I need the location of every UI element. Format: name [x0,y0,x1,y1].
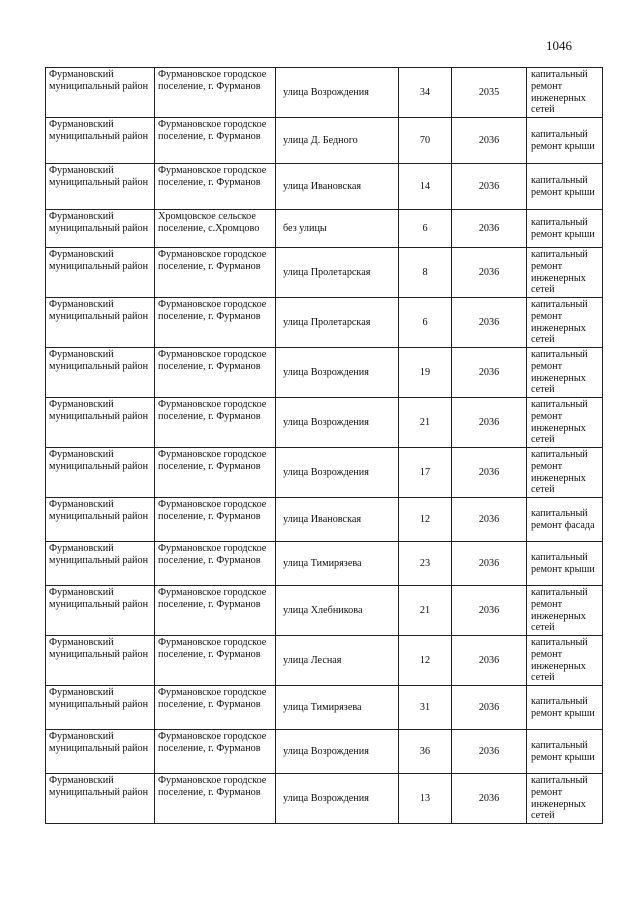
work-type-cell: капитальный ремонт крыши [527,118,603,164]
year-cell: 2036 [452,118,527,164]
work-type-cell: капитальный ремонт инженерных сетей [527,448,603,498]
settlement-cell: Фурмановское городское поселение, г. Фурманов [155,348,276,398]
table-row [46,68,603,118]
house-number-cell: 70 [399,118,452,164]
house-number-cell: 23 [399,542,452,586]
street-cell: улица Тимирязева [276,542,399,586]
year-cell: 2036 [452,730,527,774]
settlement-cell: Фурмановское городское поселение, г. Фурманов [155,542,276,586]
table-row [46,398,603,448]
district-cell: Фурмановский муниципальный район [46,586,155,636]
work-type-cell: капитальный ремонт инженерных сетей [527,774,603,824]
year-cell: 2036 [452,348,527,398]
district-cell: Фурмановский муниципальный район [46,248,155,298]
district-cell: Фурмановский муниципальный район [46,686,155,730]
district-cell: Фурмановский муниципальный район [46,348,155,398]
table-row [46,686,603,730]
district-cell: Фурмановский муниципальный район [46,118,155,164]
settlement-cell: Фурмановское городское поселение, г. Фурманов [155,774,276,824]
district-cell: Фурмановский муниципальный район [46,164,155,210]
house-number-cell: 6 [399,298,452,348]
district-cell: Фурмановский муниципальный район [46,636,155,686]
house-number-cell: 12 [399,636,452,686]
district-cell: Фурмановский муниципальный район [46,498,155,542]
settlement-cell: Фурмановское городское поселение, г. Фурманов [155,248,276,298]
district-cell: Фурмановский муниципальный район [46,68,155,118]
house-number-cell: 13 [399,774,452,824]
house-number-cell: 31 [399,686,452,730]
work-type-cell: капитальный ремонт инженерных сетей [527,586,603,636]
street-cell: улица Возрождения [276,348,399,398]
page-number: 1046 [546,38,572,53]
table-row [46,210,603,248]
table-row [46,636,603,686]
table-row [46,448,603,498]
year-cell: 2036 [452,448,527,498]
street-cell: улица Ивановская [276,164,399,210]
work-type-cell: капитальный ремонт инженерных сетей [527,636,603,686]
street-cell: улица Пролетарская [276,248,399,298]
district-cell: Фурмановский муниципальный район [46,542,155,586]
settlement-cell: Фурмановское городское поселение, г. Фурманов [155,298,276,348]
table-row [46,542,603,586]
settlement-cell: Фурмановское городское поселение, г. Фурманов [155,730,276,774]
district-cell: Фурмановский муниципальный район [46,210,155,248]
year-cell: 2036 [452,686,527,730]
work-type-cell: капитальный ремонт инженерных сетей [527,398,603,448]
table-row [46,774,603,824]
house-number-cell: 6 [399,210,452,248]
work-type-cell: капитальный ремонт инженерных сетей [527,68,603,118]
street-cell: улица Возрождения [276,68,399,118]
street-cell: улица Возрождения [276,448,399,498]
street-cell: улица Возрождения [276,730,399,774]
settlement-cell: Фурмановское городское поселение, г. Фурманов [155,164,276,210]
work-type-cell: капитальный ремонт крыши [527,730,603,774]
settlement-cell: Фурмановское городское поселение, г. Фурманов [155,498,276,542]
year-cell: 2036 [452,498,527,542]
settlement-cell: Хромцовское сельское поселение, с.Хромцово [155,210,276,248]
house-number-cell: 19 [399,348,452,398]
house-number-cell: 21 [399,398,452,448]
street-cell: улица Возрождения [276,774,399,824]
street-cell: улица Хлебникова [276,586,399,636]
district-cell: Фурмановский муниципальный район [46,730,155,774]
street-cell: улица Д. Бедного [276,118,399,164]
table-row [46,248,603,298]
year-cell: 2036 [452,398,527,448]
district-cell: Фурмановский муниципальный район [46,448,155,498]
work-type-cell: капитальный ремонт крыши [527,542,603,586]
settlement-cell: Фурмановское городское поселение, г. Фурманов [155,586,276,636]
table-row [46,498,603,542]
year-cell: 2035 [452,68,527,118]
district-cell: Фурмановский муниципальный район [46,774,155,824]
work-type-cell: капитальный ремонт инженерных сетей [527,248,603,298]
house-number-cell: 14 [399,164,452,210]
year-cell: 2036 [452,586,527,636]
street-cell: без улицы [276,210,399,248]
district-cell: Фурмановский муниципальный район [46,398,155,448]
table-row [46,586,603,636]
settlement-cell: Фурмановское городское поселение, г. Фурманов [155,636,276,686]
work-type-cell: капитальный ремонт крыши [527,164,603,210]
settlement-cell: Фурмановское городское поселение, г. Фурманов [155,68,276,118]
street-cell: улица Пролетарская [276,298,399,348]
year-cell: 2036 [452,298,527,348]
year-cell: 2036 [452,248,527,298]
table-row [46,118,603,164]
year-cell: 2036 [452,774,527,824]
street-cell: улица Возрождения [276,398,399,448]
street-cell: улица Тимирязева [276,686,399,730]
work-type-cell: капитальный ремонт крыши [527,210,603,248]
settlement-cell: Фурмановское городское поселение, г. Фурманов [155,398,276,448]
table-row [46,348,603,398]
year-cell: 2036 [452,164,527,210]
work-type-cell: капитальный ремонт инженерных сетей [527,348,603,398]
district-cell: Фурмановский муниципальный район [46,298,155,348]
house-number-cell: 17 [399,448,452,498]
house-number-cell: 8 [399,248,452,298]
house-number-cell: 21 [399,586,452,636]
house-number-cell: 34 [399,68,452,118]
settlement-cell: Фурмановское городское поселение, г. Фурманов [155,448,276,498]
house-number-cell: 12 [399,498,452,542]
year-cell: 2036 [452,210,527,248]
settlement-cell: Фурмановское городское поселение, г. Фурманов [155,118,276,164]
year-cell: 2036 [452,542,527,586]
settlement-cell: Фурмановское городское поселение, г. Фурманов [155,686,276,730]
table-row [46,298,603,348]
street-cell: улица Лесная [276,636,399,686]
repair-schedule-table [45,67,603,824]
table-row [46,730,603,774]
house-number-cell: 36 [399,730,452,774]
work-type-cell: капитальный ремонт фасада [527,498,603,542]
work-type-cell: капитальный ремонт крыши [527,686,603,730]
table-row [46,164,603,210]
table-body [46,68,603,824]
work-type-cell: капитальный ремонт инженерных сетей [527,298,603,348]
street-cell: улица Ивановская [276,498,399,542]
year-cell: 2036 [452,636,527,686]
